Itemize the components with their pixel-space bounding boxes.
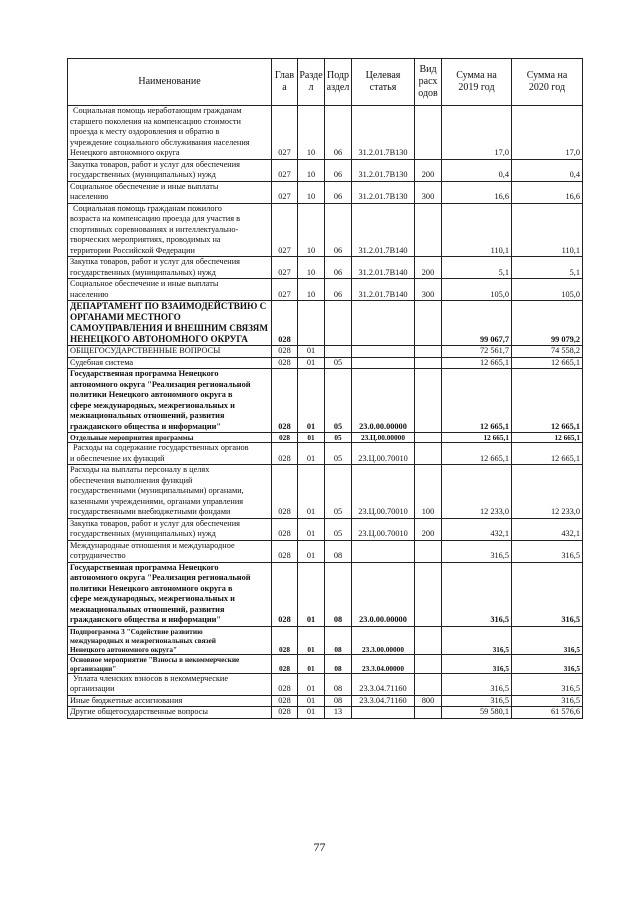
cell-glava: 028 <box>272 357 298 369</box>
cell-target: 23.3.04.00000 <box>352 654 415 673</box>
header-sum-2020: Сумма на 2020 год <box>512 59 583 106</box>
cell-razdel <box>298 301 325 346</box>
cell-vid <box>415 540 442 562</box>
cell-sum-2019: 316,5 <box>442 626 512 654</box>
cell-target: 31.2.01.7В140 <box>352 257 415 279</box>
table-row <box>68 181 583 203</box>
cell-sum-2019: 59 580,1 <box>442 707 512 719</box>
cell-vid <box>415 106 442 160</box>
cell-sum-2020: 16,6 <box>512 181 583 203</box>
cell-target: 31.2.01.7В130 <box>352 159 415 181</box>
cell-sum-2020: 17,0 <box>512 106 583 160</box>
cell-name: Социальное обеспечение и иные выплаты населению <box>68 181 272 203</box>
cell-name: Основное мероприятие "Взносы в некоммерческие организации" <box>68 654 272 673</box>
cell-sum-2020: 316,5 <box>512 654 583 673</box>
cell-name: Закупка товаров, работ и услуг для обеспечения государственных (муниципальных) нужд <box>68 518 272 540</box>
cell-podrazdel: 05 <box>325 518 352 540</box>
cell-name: Расходы на содержание государственных органов и обеспечение их функций <box>68 443 272 465</box>
cell-vid <box>415 562 442 626</box>
cell-razdel: 10 <box>298 279 325 301</box>
table-row <box>68 369 583 433</box>
cell-glava: 028 <box>272 540 298 562</box>
cell-name: Другие общегосударственные вопросы <box>68 707 272 719</box>
cell-sum-2019: 12 233,0 <box>442 465 512 519</box>
cell-razdel: 10 <box>298 203 325 257</box>
cell-razdel: 01 <box>298 357 325 369</box>
cell-vid <box>415 433 442 443</box>
table-row <box>68 626 583 654</box>
cell-target: 23.Ц.00.70010 <box>352 465 415 519</box>
cell-sum-2020: 61 576,6 <box>512 707 583 719</box>
cell-podrazdel: 06 <box>325 257 352 279</box>
cell-podrazdel: 08 <box>325 562 352 626</box>
table-row <box>68 540 583 562</box>
table-row <box>68 654 583 673</box>
cell-vid: 100 <box>415 465 442 519</box>
cell-razdel: 01 <box>298 562 325 626</box>
header-vid: Вид расх одов <box>415 59 442 106</box>
cell-podrazdel: 08 <box>325 540 352 562</box>
cell-name: Закупка товаров, работ и услуг для обеспечения государственных (муниципальных) нужд <box>68 159 272 181</box>
cell-sum-2019: 12 665,1 <box>442 443 512 465</box>
cell-sum-2019: 316,5 <box>442 673 512 695</box>
cell-target: 23.Ц.00.70010 <box>352 443 415 465</box>
cell-sum-2020: 316,5 <box>512 673 583 695</box>
cell-sum-2019: 72 561,7 <box>442 346 512 358</box>
cell-glava: 027 <box>272 159 298 181</box>
cell-podrazdel: 05 <box>325 443 352 465</box>
cell-glava: 028 <box>272 301 298 346</box>
cell-podrazdel: 08 <box>325 654 352 673</box>
cell-sum-2020: 432,1 <box>512 518 583 540</box>
cell-target: 23.3.00.00000 <box>352 626 415 654</box>
cell-vid <box>415 203 442 257</box>
cell-sum-2020: 5,1 <box>512 257 583 279</box>
cell-glava: 028 <box>272 562 298 626</box>
cell-razdel: 01 <box>298 540 325 562</box>
cell-razdel: 10 <box>298 159 325 181</box>
header-podrazdel: Подр аздел <box>325 59 352 106</box>
cell-razdel: 01 <box>298 433 325 443</box>
cell-podrazdel: 06 <box>325 203 352 257</box>
cell-sum-2019: 316,5 <box>442 654 512 673</box>
cell-podrazdel: 05 <box>325 357 352 369</box>
header-glava: Глав а <box>272 59 298 106</box>
cell-sum-2020: 12 665,1 <box>512 433 583 443</box>
cell-razdel: 01 <box>298 518 325 540</box>
cell-name: Закупка товаров, работ и услуг для обеспечения государственных (муниципальных) нужд <box>68 257 272 279</box>
cell-name: Социальная помощь гражданам пожилого возраста на компенсацию проезда для участия в спортивных соревнованиях и интеллектуально- творческих мероприятиях, проводимых на территории Российской Федерации <box>68 203 272 257</box>
cell-sum-2020: 105,0 <box>512 279 583 301</box>
cell-sum-2019: 17,0 <box>442 106 512 160</box>
cell-podrazdel: 05 <box>325 465 352 519</box>
cell-podrazdel: 05 <box>325 369 352 433</box>
table-row <box>68 673 583 695</box>
cell-vid: 200 <box>415 257 442 279</box>
cell-vid <box>415 707 442 719</box>
cell-sum-2020: 316,5 <box>512 562 583 626</box>
cell-sum-2019: 5,1 <box>442 257 512 279</box>
cell-razdel: 01 <box>298 654 325 673</box>
cell-target <box>352 346 415 358</box>
cell-podrazdel: 06 <box>325 106 352 160</box>
cell-sum-2019: 0,4 <box>442 159 512 181</box>
cell-sum-2019: 316,5 <box>442 695 512 707</box>
cell-podrazdel: 08 <box>325 626 352 654</box>
cell-glava: 027 <box>272 106 298 160</box>
cell-name: Государственная программа Ненецкого автономного округа "Реализация региональной политики Ненецкого автономного округа в сфере международных, межрегиональных и межнациональных отношений, развития гражданского общества и информации" <box>68 562 272 626</box>
cell-name: Международные отношения и международное сотрудничество <box>68 540 272 562</box>
cell-razdel: 10 <box>298 106 325 160</box>
cell-vid: 300 <box>415 181 442 203</box>
cell-sum-2020: 12 665,1 <box>512 357 583 369</box>
cell-glava: 027 <box>272 181 298 203</box>
cell-sum-2020: 99 079,2 <box>512 301 583 346</box>
cell-target: 23.0.00.00000 <box>352 369 415 433</box>
cell-name: Подпрограмма 3 "Содействие развитию международных и межрегиональных связей Ненецкого автономного округа" <box>68 626 272 654</box>
cell-razdel: 01 <box>298 465 325 519</box>
cell-podrazdel: 06 <box>325 159 352 181</box>
cell-sum-2020: 110,1 <box>512 203 583 257</box>
table-row <box>68 707 583 719</box>
cell-target: 31.2.01.7В140 <box>352 279 415 301</box>
cell-sum-2019: 16,6 <box>442 181 512 203</box>
cell-glava: 027 <box>272 279 298 301</box>
cell-glava: 027 <box>272 203 298 257</box>
table-row <box>68 518 583 540</box>
cell-sum-2020: 74 558,2 <box>512 346 583 358</box>
cell-target: 31.2.01.7В130 <box>352 106 415 160</box>
cell-target: 31.2.01.7В140 <box>352 203 415 257</box>
cell-vid <box>415 673 442 695</box>
cell-podrazdel: 13 <box>325 707 352 719</box>
cell-razdel: 01 <box>298 707 325 719</box>
cell-sum-2019: 99 067,7 <box>442 301 512 346</box>
cell-glava: 028 <box>272 518 298 540</box>
cell-podrazdel: 06 <box>325 279 352 301</box>
cell-glava: 028 <box>272 433 298 443</box>
cell-sum-2020: 12 665,1 <box>512 369 583 433</box>
cell-target: 31.2.01.7В130 <box>352 181 415 203</box>
cell-razdel: 10 <box>298 257 325 279</box>
cell-podrazdel: 06 <box>325 181 352 203</box>
cell-vid <box>415 301 442 346</box>
cell-target: 23.0.00.00000 <box>352 562 415 626</box>
cell-name: Уплата членских взносов в некоммерческие организации <box>68 673 272 695</box>
table-row <box>68 346 583 358</box>
cell-vid <box>415 346 442 358</box>
table-row <box>68 301 583 346</box>
cell-sum-2019: 316,5 <box>442 562 512 626</box>
table-row <box>68 159 583 181</box>
cell-target: 23.Ц.00.70010 <box>352 518 415 540</box>
budget-table <box>67 58 583 719</box>
header-razdel: Разде л <box>298 59 325 106</box>
cell-target <box>352 707 415 719</box>
cell-name: Расходы на выплаты персоналу в целях обеспечения выполнения функций государственными (муниципальными) органами, казенными учреждениями, органами управления государственными внебюджетными фондами <box>68 465 272 519</box>
cell-glava: 028 <box>272 465 298 519</box>
table-row <box>68 203 583 257</box>
cell-name: Отдельные мероприятия программы <box>68 433 272 443</box>
cell-name: Государственная программа Ненецкого автономного округа "Реализация региональной политики Ненецкого автономного округа в сфере международных, межрегиональных и межнациональных отношений, развития гражданского общества и информации" <box>68 369 272 433</box>
cell-target: 23.Ц.00.00000 <box>352 433 415 443</box>
table-row <box>68 443 583 465</box>
cell-vid: 200 <box>415 518 442 540</box>
cell-vid <box>415 626 442 654</box>
header-target: Целевая статья <box>352 59 415 106</box>
cell-glava: 028 <box>272 626 298 654</box>
cell-sum-2019: 316,5 <box>442 540 512 562</box>
cell-sum-2019: 105,0 <box>442 279 512 301</box>
table-row <box>68 695 583 707</box>
cell-glava: 028 <box>272 346 298 358</box>
cell-razdel: 01 <box>298 695 325 707</box>
cell-vid <box>415 357 442 369</box>
cell-name: Судебная система <box>68 357 272 369</box>
cell-sum-2019: 12 665,1 <box>442 433 512 443</box>
cell-glava: 027 <box>272 257 298 279</box>
cell-target: 23.3.04.71160 <box>352 695 415 707</box>
cell-sum-2020: 316,5 <box>512 626 583 654</box>
table-row <box>68 279 583 301</box>
cell-sum-2020: 316,5 <box>512 540 583 562</box>
cell-glava: 028 <box>272 673 298 695</box>
cell-sum-2020: 12 665,1 <box>512 443 583 465</box>
cell-razdel: 01 <box>298 369 325 433</box>
cell-razdel: 10 <box>298 181 325 203</box>
cell-sum-2019: 432,1 <box>442 518 512 540</box>
cell-sum-2020: 0,4 <box>512 159 583 181</box>
cell-razdel: 01 <box>298 346 325 358</box>
cell-name: ДЕПАРТАМЕНТ ПО ВЗАИМОДЕЙСТВИЮ С ОРГАНАМИ МЕСТНОГО САМОУПРАВЛЕНИЯ И ВНЕШНИМ СВЯЗЯМ НЕНЕЦКОГО АВТОНОМНОГО ОКРУГА <box>68 301 272 346</box>
table-row <box>68 257 583 279</box>
cell-glava: 028 <box>272 443 298 465</box>
table-row <box>68 465 583 519</box>
cell-razdel: 01 <box>298 443 325 465</box>
cell-name: ОБЩЕГОСУДАРСТВЕННЫЕ ВОПРОСЫ <box>68 346 272 358</box>
cell-podrazdel <box>325 346 352 358</box>
cell-vid <box>415 369 442 433</box>
cell-name: Социальная помощь неработающим гражданам старшего поколения на компенсацию стоимости проезда к месту оздоровления и обратно в учреждение социального обслуживания населения Ненецкого автономного округа <box>68 106 272 160</box>
table-header-row <box>68 59 583 106</box>
cell-razdel: 01 <box>298 673 325 695</box>
cell-target <box>352 540 415 562</box>
cell-razdel: 01 <box>298 626 325 654</box>
cell-podrazdel: 05 <box>325 433 352 443</box>
header-sum-2019: Сумма на 2019 год <box>442 59 512 106</box>
cell-podrazdel: 08 <box>325 695 352 707</box>
cell-glava: 028 <box>272 707 298 719</box>
cell-sum-2020: 12 233,0 <box>512 465 583 519</box>
header-name: Наименование <box>68 59 272 106</box>
cell-podrazdel: 08 <box>325 673 352 695</box>
cell-vid <box>415 654 442 673</box>
table-row <box>68 357 583 369</box>
cell-vid <box>415 443 442 465</box>
cell-sum-2019: 12 665,1 <box>442 357 512 369</box>
cell-glava: 028 <box>272 369 298 433</box>
cell-vid: 800 <box>415 695 442 707</box>
cell-vid: 200 <box>415 159 442 181</box>
table-row <box>68 562 583 626</box>
cell-podrazdel <box>325 301 352 346</box>
cell-name: Иные бюджетные ассигнования <box>68 695 272 707</box>
cell-glava: 028 <box>272 695 298 707</box>
cell-sum-2019: 12 665,1 <box>442 369 512 433</box>
table-row <box>68 433 583 443</box>
page-number: 77 <box>313 840 326 854</box>
cell-vid: 300 <box>415 279 442 301</box>
cell-target: 23.3.04.71160 <box>352 673 415 695</box>
cell-target <box>352 357 415 369</box>
table-row <box>68 106 583 160</box>
cell-target <box>352 301 415 346</box>
cell-sum-2019: 110,1 <box>442 203 512 257</box>
cell-glava: 028 <box>272 654 298 673</box>
cell-sum-2020: 316,5 <box>512 695 583 707</box>
cell-name: Социальное обеспечение и иные выплаты населению <box>68 279 272 301</box>
